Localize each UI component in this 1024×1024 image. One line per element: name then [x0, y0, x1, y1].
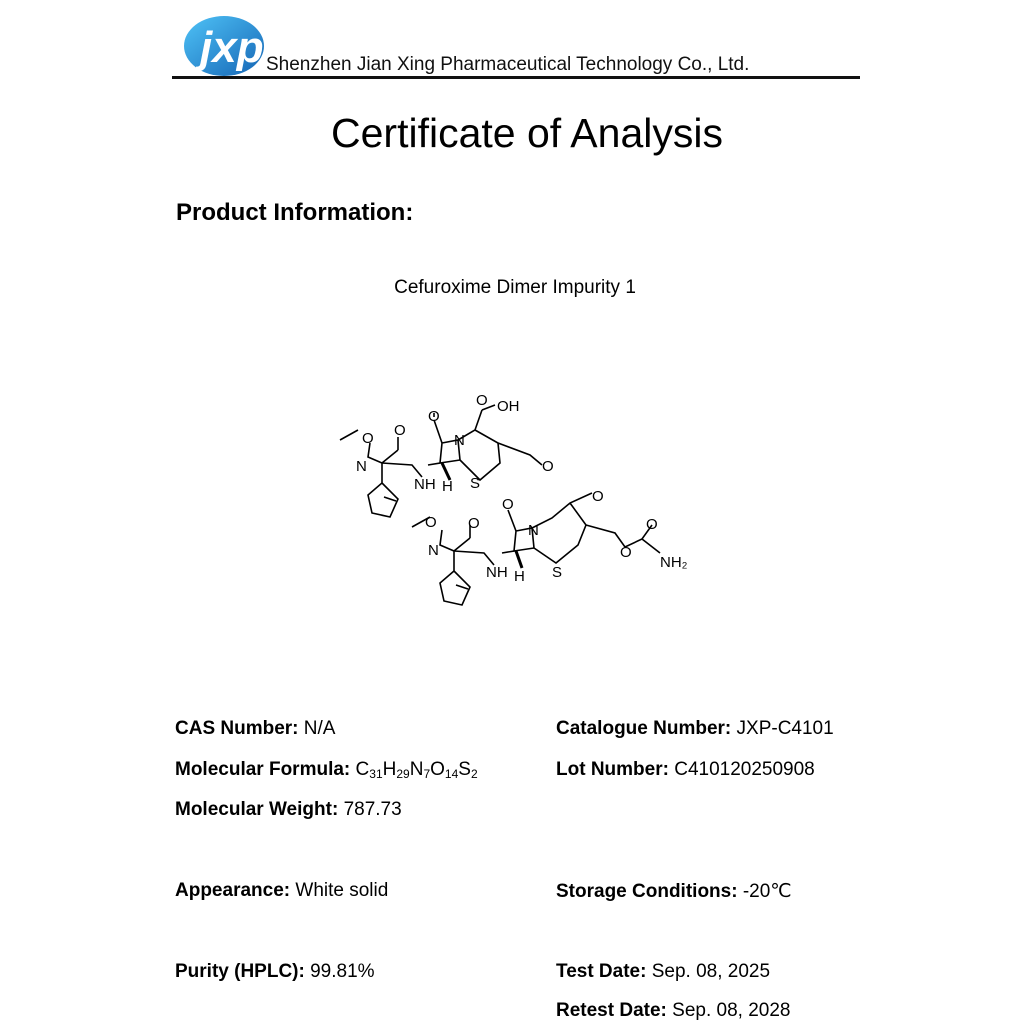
field-cas [175, 718, 335, 740]
header-rule [172, 76, 860, 79]
svg-text:N: N [528, 522, 539, 539]
field-storage [556, 880, 792, 903]
svg-text:O: O [620, 544, 632, 561]
test-date-label: Test Date: [556, 961, 647, 982]
svg-text:OH: OH [497, 398, 520, 415]
purity-value: 99.81% [310, 961, 375, 982]
svg-text:N: N [356, 458, 367, 475]
field-formula [175, 759, 478, 781]
field-test-date [556, 961, 770, 983]
svg-text:O: O [542, 458, 554, 475]
test-date-value: Sep. 08, 2025 [651, 961, 771, 982]
svg-text:O: O [646, 516, 658, 533]
svg-text:S: S [552, 564, 563, 581]
svg-text:O: O [425, 514, 437, 531]
appearance-value: White solid [295, 880, 389, 901]
svg-text:O: O [468, 515, 480, 532]
company-name: Shenzhen Jian Xing Pharmaceutical Technology Co., Ltd. [266, 54, 750, 75]
storage-value: -20℃ [742, 881, 792, 902]
company-logo [180, 12, 270, 78]
svg-text:O: O [476, 392, 488, 409]
svg-text:O: O [362, 430, 374, 447]
svg-text:O: O [592, 488, 604, 505]
logo-text: jxp [200, 23, 264, 72]
svg-text:NH: NH [486, 564, 508, 581]
cas-value: N/A [303, 718, 336, 739]
lot-label: Lot Number: [556, 759, 669, 780]
svg-text:NH: NH [414, 476, 436, 493]
catalogue-label: Catalogue Number: [556, 718, 732, 739]
storage-label: Storage Conditions: [556, 881, 738, 902]
purity-label: Purity (HPLC): [175, 961, 305, 982]
appearance-label: Appearance: [175, 880, 291, 901]
svg-text:O: O [394, 422, 406, 439]
field-appearance [175, 880, 388, 902]
retest-date-label: Retest Date: [556, 1000, 667, 1021]
svg-text:NH₂: NH₂ [660, 554, 688, 571]
svg-text:H: H [514, 568, 525, 585]
svg-text:O: O [428, 408, 440, 425]
retest-date-value: Sep. 08, 2028 [672, 1000, 791, 1021]
page-title: Certificate of Analysis [331, 110, 723, 156]
mw-value: 787.73 [343, 799, 402, 820]
field-purity [175, 961, 375, 983]
lot-value: C410120250908 [674, 759, 815, 780]
field-retest-date [556, 1000, 790, 1022]
field-lot [556, 759, 815, 781]
svg-text:O: O [502, 496, 514, 513]
letterhead [172, 12, 860, 82]
field-catalogue [556, 718, 834, 740]
svg-text:N: N [454, 432, 465, 449]
field-mw [175, 799, 402, 821]
svg-text:N: N [428, 542, 439, 559]
section-title: Product Information: [176, 199, 414, 226]
svg-text:H: H [442, 478, 453, 495]
chemical-structure-image [330, 385, 700, 630]
cas-label: CAS Number: [175, 718, 299, 739]
product-name: Cefuroxime Dimer Impurity 1 [394, 277, 636, 298]
catalogue-value: JXP-C4101 [736, 718, 834, 739]
svg-text:S: S [470, 475, 481, 492]
mw-label: Molecular Weight: [175, 799, 339, 820]
formula-label: Molecular Formula: [175, 759, 351, 780]
formula-value: $C_{31}H_{29}N_7O_{14}S_2$ [355, 759, 478, 781]
